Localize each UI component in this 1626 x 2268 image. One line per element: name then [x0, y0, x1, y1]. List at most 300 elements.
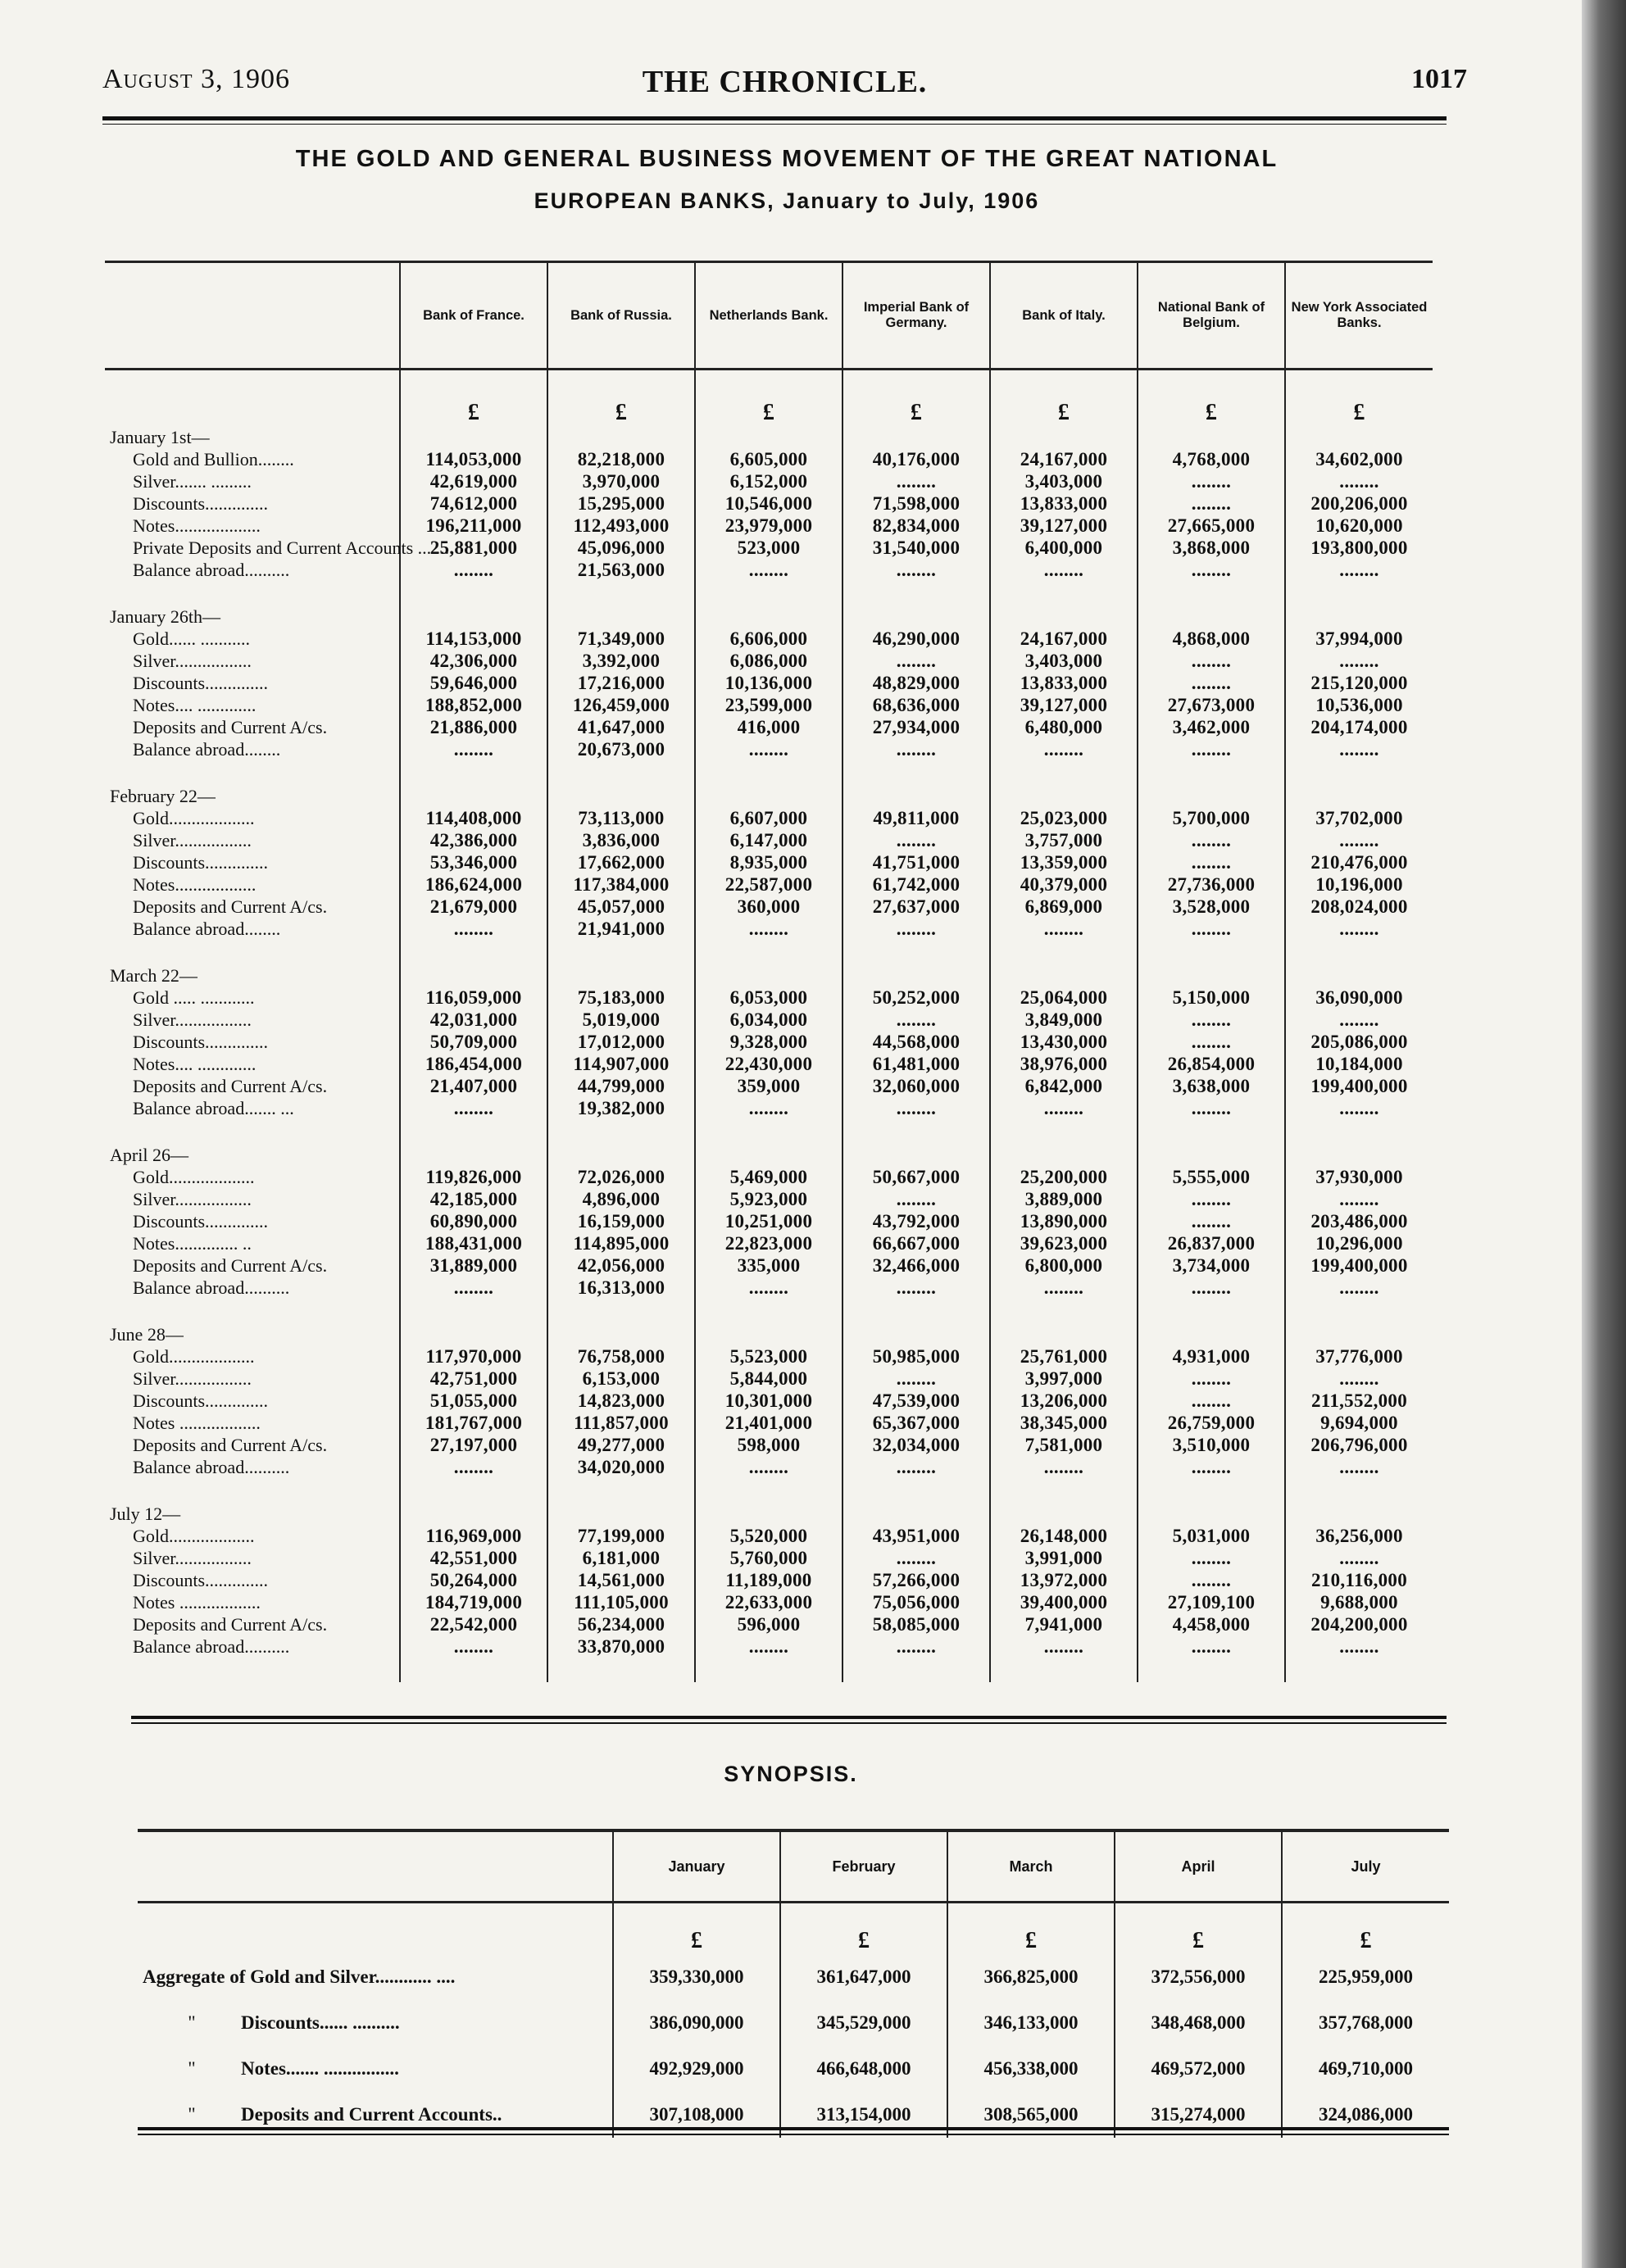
spacer-cell	[105, 1119, 400, 1144]
blank-cell: ........	[1285, 1547, 1433, 1569]
empty-cell	[547, 1503, 695, 1525]
table-row	[105, 1635, 1433, 1658]
value-cell: 10,546,000	[695, 492, 843, 515]
spacer-cell	[105, 581, 400, 606]
value-cell: 53,346,000	[400, 851, 547, 873]
value-cell: 58,085,000	[843, 1613, 990, 1635]
blank-cell: ........	[1285, 918, 1433, 940]
blank-cell: ........	[1138, 650, 1285, 672]
empty-cell	[1285, 1323, 1433, 1345]
blank-cell: ........	[843, 1277, 990, 1299]
value-cell: 21,886,000	[400, 716, 547, 738]
synopsis-column-header: July	[1282, 1830, 1449, 1903]
value-cell: 7,581,000	[990, 1434, 1138, 1456]
value-cell: 4,896,000	[547, 1188, 695, 1210]
blank-cell: ........	[1138, 738, 1285, 760]
blank-cell: ........	[1138, 918, 1285, 940]
value-cell: 9,328,000	[695, 1031, 843, 1053]
table-row	[105, 672, 1433, 694]
bank-movement-table	[105, 261, 1433, 1682]
spacer-cell	[1138, 760, 1285, 785]
value-cell: 77,199,000	[547, 1525, 695, 1547]
section-date: April 26—	[110, 1145, 188, 1165]
row-label: Deposits and Current A/cs.	[133, 1614, 328, 1635]
value-cell: 37,930,000	[1285, 1166, 1433, 1188]
row-label: Deposits and Current A/cs.	[133, 717, 328, 737]
blank-cell: ........	[990, 1097, 1138, 1119]
blank-cell: ........	[1138, 851, 1285, 873]
column-header: Bank of Italy.	[990, 262, 1138, 370]
spacer-row	[105, 1299, 1433, 1323]
spacer-cell	[547, 1119, 695, 1144]
blank-cell: ........	[843, 1368, 990, 1390]
value-cell: 66,667,000	[843, 1232, 990, 1254]
row-label: Gold...................	[133, 1526, 255, 1546]
value-cell: 188,852,000	[400, 694, 547, 716]
spacer-cell	[990, 1119, 1138, 1144]
value-cell: 114,907,000	[547, 1053, 695, 1075]
value-cell: 3,462,000	[1138, 716, 1285, 738]
section-date: June 28—	[110, 1324, 184, 1345]
value-cell: 6,606,000	[695, 628, 843, 650]
value-cell: 204,200,000	[1285, 1613, 1433, 1635]
value-cell: 13,890,000	[990, 1210, 1138, 1232]
row-label: Deposits and Current A/cs.	[133, 1435, 328, 1455]
table-row	[105, 1031, 1433, 1053]
table-row	[105, 537, 1433, 559]
empty-cell	[843, 426, 990, 448]
value-cell: 22,542,000	[400, 1613, 547, 1635]
table-row	[105, 1188, 1433, 1210]
section-date-row	[105, 1323, 1433, 1345]
value-cell: 41,751,000	[843, 851, 990, 873]
spacer-cell	[1285, 1658, 1433, 1682]
section-date: July 12—	[110, 1504, 181, 1524]
column-header: National Bank of Belgium.	[1138, 262, 1285, 370]
row-label: Deposits and Current A/cs.	[133, 896, 328, 917]
header-rule-thin	[102, 124, 1447, 125]
spacer-cell	[400, 1119, 547, 1144]
value-cell: 523,000	[695, 537, 843, 559]
currency-symbol: £	[1138, 370, 1285, 427]
empty-cell	[843, 785, 990, 807]
spacer-cell	[695, 1478, 843, 1503]
blank-cell: ........	[695, 1097, 843, 1119]
section-date-row	[105, 785, 1433, 807]
value-cell: 5,555,000	[1138, 1166, 1285, 1188]
column-header: Bank of Russia.	[547, 262, 695, 370]
table-row	[105, 1053, 1433, 1075]
value-cell: 16,313,000	[547, 1277, 695, 1299]
value-cell: 193,800,000	[1285, 537, 1433, 559]
section-date: March 22—	[110, 965, 198, 986]
value-cell: 75,056,000	[843, 1591, 990, 1613]
section-date-row	[105, 606, 1433, 628]
synopsis-label: Notes....... ................	[241, 2058, 399, 2079]
row-label: Private Deposits and Current Accounts ........	[133, 538, 454, 558]
blank-cell: ........	[1285, 1277, 1433, 1299]
row-label: Notes.... .............	[133, 1054, 257, 1074]
value-cell: 15,295,000	[547, 492, 695, 515]
spacer-row	[105, 1478, 1433, 1503]
synopsis-value: 315,274,000	[1115, 2092, 1282, 2138]
value-cell: 37,702,000	[1285, 807, 1433, 829]
synopsis-value: 307,108,000	[613, 2092, 780, 2138]
table-row	[105, 738, 1433, 760]
value-cell: 14,823,000	[547, 1390, 695, 1412]
synopsis-row	[138, 1954, 1449, 2000]
value-cell: 13,430,000	[990, 1031, 1138, 1053]
value-cell: 114,408,000	[400, 807, 547, 829]
currency-symbol: £	[843, 370, 990, 427]
row-label: Notes ..................	[133, 1413, 261, 1433]
value-cell: 598,000	[695, 1434, 843, 1456]
value-cell: 21,401,000	[695, 1412, 843, 1434]
spacer-cell	[990, 1478, 1138, 1503]
value-cell: 22,587,000	[695, 873, 843, 896]
value-cell: 26,854,000	[1138, 1053, 1285, 1075]
value-cell: 23,979,000	[695, 515, 843, 537]
synopsis-value: 346,133,000	[947, 2000, 1115, 2046]
blank-cell: ........	[1285, 559, 1433, 581]
synopsis-currency-row	[138, 1903, 1449, 1955]
row-label: Gold...................	[133, 1346, 255, 1367]
value-cell: 43,951,000	[843, 1525, 990, 1547]
empty-cell	[547, 1323, 695, 1345]
value-cell: 49,277,000	[547, 1434, 695, 1456]
row-label: Balance abroad....... ...	[133, 1098, 294, 1118]
blank-cell: ........	[1138, 1188, 1285, 1210]
empty-cell	[547, 606, 695, 628]
value-cell: 45,057,000	[547, 896, 695, 918]
blank-cell: ........	[1285, 1456, 1433, 1478]
value-cell: 9,694,000	[1285, 1412, 1433, 1434]
value-cell: 25,881,000	[400, 537, 547, 559]
value-cell: 75,183,000	[547, 987, 695, 1009]
value-cell: 126,459,000	[547, 694, 695, 716]
blank-cell: ........	[990, 1635, 1138, 1658]
empty-cell	[990, 964, 1138, 987]
blank-cell: ........	[400, 559, 547, 581]
value-cell: 65,367,000	[843, 1412, 990, 1434]
value-cell: 34,020,000	[547, 1456, 695, 1478]
value-cell: 22,430,000	[695, 1053, 843, 1075]
value-cell: 13,359,000	[990, 851, 1138, 873]
value-cell: 39,623,000	[990, 1232, 1138, 1254]
row-label: Silver.................	[133, 1189, 252, 1209]
section-date-row	[105, 964, 1433, 987]
spacer-row	[105, 1119, 1433, 1144]
blank-cell: ........	[1285, 1188, 1433, 1210]
table-row	[105, 987, 1433, 1009]
value-cell: 206,796,000	[1285, 1434, 1433, 1456]
table-row	[105, 628, 1433, 650]
value-cell: 6,400,000	[990, 537, 1138, 559]
value-cell: 32,034,000	[843, 1434, 990, 1456]
blank-cell: ........	[695, 559, 843, 581]
blank-cell: ........	[1138, 1547, 1285, 1569]
value-cell: 74,612,000	[400, 492, 547, 515]
value-cell: 10,536,000	[1285, 694, 1433, 716]
table-row	[105, 492, 1433, 515]
spacer-cell	[695, 1299, 843, 1323]
value-cell: 5,923,000	[695, 1188, 843, 1210]
currency-symbol: £	[780, 1903, 947, 1955]
value-cell: 3,734,000	[1138, 1254, 1285, 1277]
table-row	[105, 918, 1433, 940]
value-cell: 60,890,000	[400, 1210, 547, 1232]
spacer-cell	[843, 1299, 990, 1323]
value-cell: 51,055,000	[400, 1390, 547, 1412]
currency-symbol: £	[947, 1903, 1115, 1955]
row-label: Discounts..............	[133, 1211, 268, 1232]
value-cell: 26,837,000	[1138, 1232, 1285, 1254]
blank-cell: ........	[1138, 829, 1285, 851]
blank-cell: ........	[400, 1456, 547, 1478]
spacer-cell	[547, 581, 695, 606]
value-cell: 9,688,000	[1285, 1591, 1433, 1613]
value-cell: 50,985,000	[843, 1345, 990, 1368]
value-cell: 5,523,000	[695, 1345, 843, 1368]
synopsis-row	[138, 2046, 1449, 2092]
value-cell: 210,476,000	[1285, 851, 1433, 873]
spacer-cell	[400, 1658, 547, 1682]
value-cell: 50,667,000	[843, 1166, 990, 1188]
value-cell: 203,486,000	[1285, 1210, 1433, 1232]
row-label: Gold...... ...........	[133, 628, 250, 649]
value-cell: 3,757,000	[990, 829, 1138, 851]
empty-cell	[1138, 426, 1285, 448]
value-cell: 5,469,000	[695, 1166, 843, 1188]
value-cell: 25,023,000	[990, 807, 1138, 829]
value-cell: 10,620,000	[1285, 515, 1433, 537]
value-cell: 37,776,000	[1285, 1345, 1433, 1368]
currency-row	[105, 370, 1433, 427]
value-cell: 13,833,000	[990, 492, 1138, 515]
synopsis-label-cell	[138, 2000, 613, 2046]
table-row	[105, 1390, 1433, 1412]
blank-cell: ........	[1138, 492, 1285, 515]
blank-cell: ........	[695, 1277, 843, 1299]
empty-cell	[843, 964, 990, 987]
value-cell: 42,386,000	[400, 829, 547, 851]
spacer-cell	[843, 940, 990, 964]
value-cell: 188,431,000	[400, 1232, 547, 1254]
value-cell: 57,266,000	[843, 1569, 990, 1591]
value-cell: 27,736,000	[1138, 873, 1285, 896]
synopsis-label-cell	[138, 2092, 613, 2138]
empty-cell	[400, 1503, 547, 1525]
value-cell: 10,196,000	[1285, 873, 1433, 896]
value-cell: 21,679,000	[400, 896, 547, 918]
blank-cell: ........	[400, 1277, 547, 1299]
value-cell: 39,127,000	[990, 694, 1138, 716]
synopsis-label: Deposits and Current Accounts..	[241, 2104, 502, 2125]
value-cell: 360,000	[695, 896, 843, 918]
synopsis-title: SYNOPSIS.	[724, 1762, 858, 1786]
row-label: Deposits and Current A/cs.	[133, 1255, 328, 1276]
table-row	[105, 1613, 1433, 1635]
empty-cell	[400, 1323, 547, 1345]
row-label: Discounts..............	[133, 852, 268, 873]
value-cell: 117,384,000	[547, 873, 695, 896]
value-cell: 184,719,000	[400, 1591, 547, 1613]
synopsis-bottom-rule	[138, 2127, 1449, 2130]
value-cell: 4,868,000	[1138, 628, 1285, 650]
value-cell: 5,019,000	[547, 1009, 695, 1031]
row-label: Notes ..................	[133, 1592, 261, 1613]
spacer-row	[105, 581, 1433, 606]
spacer-cell	[1285, 1299, 1433, 1323]
synopsis-column-header: April	[1115, 1830, 1282, 1903]
row-label: Silver....... .........	[133, 471, 252, 492]
value-cell: 20,673,000	[547, 738, 695, 760]
value-cell: 10,301,000	[695, 1390, 843, 1412]
spacer-cell	[990, 1299, 1138, 1323]
table-row	[105, 829, 1433, 851]
value-cell: 10,251,000	[695, 1210, 843, 1232]
value-cell: 117,970,000	[400, 1345, 547, 1368]
value-cell: 14,561,000	[547, 1569, 695, 1591]
value-cell: 21,941,000	[547, 918, 695, 940]
spacer-cell	[1285, 1478, 1433, 1503]
value-cell: 36,090,000	[1285, 987, 1433, 1009]
row-label: Gold...................	[133, 808, 255, 828]
spacer-cell	[547, 1478, 695, 1503]
value-cell: 6,153,000	[547, 1368, 695, 1390]
table-row	[105, 1569, 1433, 1591]
empty-cell	[990, 426, 1138, 448]
value-cell: 359,000	[695, 1075, 843, 1097]
synopsis-label: Aggregate of Gold and Silver............ ....	[143, 1966, 456, 1987]
blank-cell: ........	[1285, 650, 1433, 672]
table-row	[105, 1210, 1433, 1232]
value-cell: 196,211,000	[400, 515, 547, 537]
value-cell: 24,167,000	[990, 448, 1138, 470]
empty-cell	[400, 1144, 547, 1166]
blank-cell: ........	[1285, 1009, 1433, 1031]
value-cell: 114,895,000	[547, 1232, 695, 1254]
empty-cell	[400, 964, 547, 987]
value-cell: 61,481,000	[843, 1053, 990, 1075]
blank-cell: ........	[843, 470, 990, 492]
value-cell: 36,256,000	[1285, 1525, 1433, 1547]
value-cell: 40,379,000	[990, 873, 1138, 896]
spacer-cell	[843, 760, 990, 785]
empty-cell	[547, 785, 695, 807]
empty-cell	[1285, 426, 1433, 448]
table-row	[105, 1547, 1433, 1569]
value-cell: 42,185,000	[400, 1188, 547, 1210]
value-cell: 116,969,000	[400, 1525, 547, 1547]
synopsis-row	[138, 2000, 1449, 2046]
value-cell: 22,823,000	[695, 1232, 843, 1254]
row-label: Silver.................	[133, 651, 252, 671]
blank-cell: ........	[990, 738, 1138, 760]
value-cell: 56,234,000	[547, 1613, 695, 1635]
spacer-cell	[843, 581, 990, 606]
blank-cell: ........	[843, 1456, 990, 1478]
blank-cell: ........	[1138, 1368, 1285, 1390]
table-row	[105, 470, 1433, 492]
value-cell: 27,665,000	[1138, 515, 1285, 537]
value-cell: 3,510,000	[1138, 1434, 1285, 1456]
row-label: Deposits and Current A/cs.	[133, 1076, 328, 1096]
value-cell: 40,176,000	[843, 448, 990, 470]
synopsis-value: 492,929,000	[613, 2046, 780, 2092]
value-cell: 596,000	[695, 1613, 843, 1635]
table-row	[105, 807, 1433, 829]
blank-cell: ........	[990, 559, 1138, 581]
synopsis-value: 469,572,000	[1115, 2046, 1282, 2092]
synopsis-value: 469,710,000	[1282, 2046, 1449, 2092]
spacer-cell	[1285, 581, 1433, 606]
synopsis-value: 324,086,000	[1282, 2092, 1449, 2138]
value-cell: 48,829,000	[843, 672, 990, 694]
value-cell: 6,480,000	[990, 716, 1138, 738]
blank-cell: ........	[400, 1635, 547, 1658]
blank-cell: ........	[990, 1277, 1138, 1299]
empty-cell	[843, 1503, 990, 1525]
value-cell: 50,264,000	[400, 1569, 547, 1591]
synopsis-value: 361,647,000	[780, 1954, 947, 2000]
empty-cell	[1138, 606, 1285, 628]
value-cell: 211,552,000	[1285, 1390, 1433, 1412]
value-cell: 200,206,000	[1285, 492, 1433, 515]
table-row	[105, 650, 1433, 672]
value-cell: 37,994,000	[1285, 628, 1433, 650]
synopsis-value: 466,648,000	[780, 2046, 947, 2092]
empty-cell	[695, 964, 843, 987]
blank-cell: ........	[400, 1097, 547, 1119]
value-cell: 38,976,000	[990, 1053, 1138, 1075]
empty-cell	[990, 1323, 1138, 1345]
empty-cell	[695, 426, 843, 448]
value-cell: 44,799,000	[547, 1075, 695, 1097]
value-cell: 16,159,000	[547, 1210, 695, 1232]
currency-label-cell	[138, 1903, 613, 1955]
value-cell: 61,742,000	[843, 873, 990, 896]
value-cell: 82,218,000	[547, 448, 695, 470]
empty-cell	[400, 785, 547, 807]
spacer-cell	[400, 760, 547, 785]
page-header	[102, 64, 1467, 105]
value-cell: 25,064,000	[990, 987, 1138, 1009]
value-cell: 26,148,000	[990, 1525, 1138, 1547]
value-cell: 3,528,000	[1138, 896, 1285, 918]
table-row	[105, 559, 1433, 581]
synopsis-value: 366,825,000	[947, 1954, 1115, 2000]
value-cell: 205,086,000	[1285, 1031, 1433, 1053]
value-cell: 119,826,000	[400, 1166, 547, 1188]
row-label: Silver.................	[133, 1009, 252, 1030]
value-cell: 114,053,000	[400, 448, 547, 470]
spacer-cell	[105, 1299, 400, 1323]
value-cell: 6,086,000	[695, 650, 843, 672]
spacer-cell	[1138, 1478, 1285, 1503]
spacer-row	[105, 760, 1433, 785]
empty-cell	[990, 1503, 1138, 1525]
spacer-cell	[1138, 1119, 1285, 1144]
value-cell: 13,972,000	[990, 1569, 1138, 1591]
synopsis-column-header: March	[947, 1830, 1115, 1903]
spacer-cell	[547, 1658, 695, 1682]
row-label: Silver.................	[133, 830, 252, 850]
spacer-cell	[695, 1658, 843, 1682]
header-rule	[102, 116, 1447, 120]
currency-label-cell	[105, 370, 400, 427]
value-cell: 6,869,000	[990, 896, 1138, 918]
